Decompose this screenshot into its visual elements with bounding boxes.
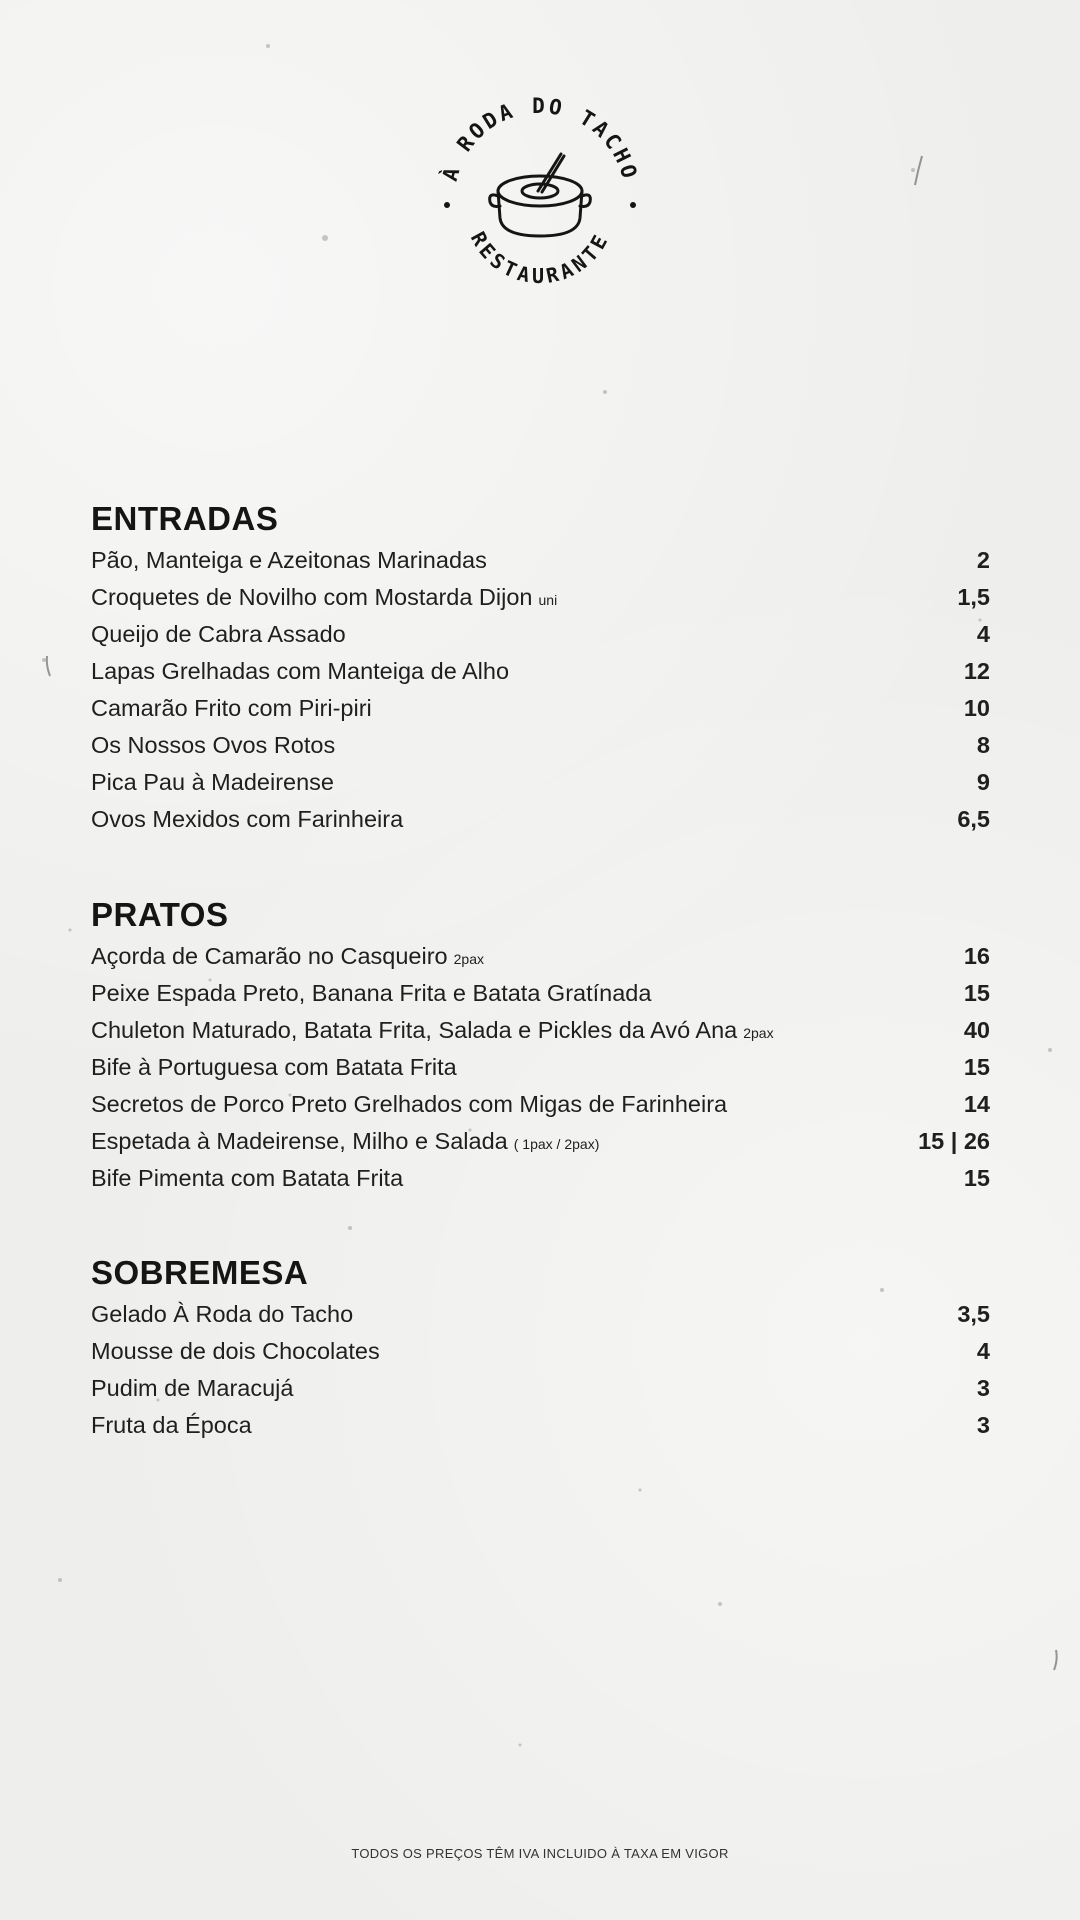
menu-item <box>91 1091 990 1128</box>
menu-item-price: 3 <box>976 1375 990 1401</box>
menu-item-name: Pica Pau à Madeirense <box>91 769 334 795</box>
menu-item-price: 9 <box>976 769 990 795</box>
menu-item-name-wrap <box>91 769 334 796</box>
menu-item-name-wrap <box>91 1375 293 1402</box>
menu-item <box>91 769 990 806</box>
menu-item <box>91 695 990 732</box>
menu-item-name: Mousse de dois Chocolates <box>91 1338 380 1364</box>
menu-item-price: 15 | 26 <box>918 1128 990 1154</box>
menu-item-name-wrap <box>91 695 372 722</box>
menu-item-price: 16 <box>963 943 990 969</box>
menu-item <box>91 806 990 843</box>
menu-item-price: 14 <box>963 1091 990 1117</box>
section-title: PRATOS <box>91 896 229 933</box>
menu-item <box>91 1338 990 1375</box>
menu-item-name: Açorda de Camarão no Casqueiro <box>91 943 448 969</box>
menu-item-price: 8 <box>976 732 990 758</box>
menu-item-name: Pão, Manteiga e Azeitonas Marinadas <box>91 547 487 573</box>
menu-item-name-wrap <box>91 584 557 611</box>
menu-item-name-wrap <box>91 732 335 759</box>
menu-item <box>91 1017 990 1054</box>
menu-item-name: Lapas Grelhadas com Manteiga de Alho <box>91 658 510 684</box>
logo-top-text: À RODA DO TACHO <box>437 94 643 184</box>
menu-item <box>91 1128 990 1165</box>
menu-item <box>91 584 990 621</box>
logo-bottom-text: RESTAURANTE <box>465 227 615 288</box>
menu-item-price: 2 <box>976 547 990 573</box>
menu-item <box>91 547 990 584</box>
menu-item-price: 12 <box>963 658 990 684</box>
menu-item-name: Gelado À Roda do Tacho <box>91 1301 354 1327</box>
menu-item-name: Pudim de Maracujá <box>91 1375 294 1401</box>
menu-item <box>91 1412 990 1449</box>
menu-item-name: Ovos Mexidos com Farinheira <box>91 806 404 832</box>
menu-item-price: 15 <box>963 980 990 1006</box>
menu-item <box>91 1165 990 1202</box>
svg-text:À RODA DO TACHO <box>437 94 642 184</box>
menu-item-name-wrap <box>91 547 487 574</box>
menu-item <box>91 732 990 769</box>
menu-item-name: Bife Pimenta com Batata Frita <box>91 1165 404 1191</box>
menu-item-name-wrap <box>91 1338 380 1365</box>
menu-item-price: 3,5 <box>957 1301 990 1327</box>
menu-item-name-wrap <box>91 980 651 1007</box>
menu-item <box>91 1375 990 1412</box>
menu-item <box>91 658 990 695</box>
menu-item-note: ( 1pax / 2pax) <box>513 1136 600 1152</box>
menu-item-price: 4 <box>976 1338 990 1364</box>
menu-item-note: 2pax <box>453 951 484 967</box>
menu-item-price: 3 <box>976 1412 990 1438</box>
menu-item-price: 4 <box>976 621 990 647</box>
restaurant-logo <box>430 88 650 308</box>
menu-item-name: Camarão Frito com Piri-piri <box>91 695 372 721</box>
menu-item-name: Peixe Espada Preto, Banana Frita e Batata Gratínada <box>91 980 652 1006</box>
menu-item <box>91 1301 990 1338</box>
menu-item-name-wrap <box>91 1412 252 1439</box>
menu-item-name-wrap <box>91 1017 774 1044</box>
section-title: SOBREMESA <box>91 1254 309 1291</box>
menu-item-price: 15 <box>963 1054 990 1080</box>
menu-item-name-wrap <box>91 1301 353 1328</box>
menu-item-name-wrap <box>91 1128 599 1155</box>
menu-item <box>91 621 990 658</box>
menu-item-name-wrap <box>91 658 509 685</box>
menu-item-name-wrap <box>91 1091 727 1118</box>
menu-item-name-wrap <box>91 621 346 648</box>
menu-item <box>91 980 990 1017</box>
menu-item-name: Queijo de Cabra Assado <box>91 621 346 647</box>
menu-item-name-wrap <box>91 943 484 970</box>
menu-item-name: Espetada à Madeirense, Milho e Salada <box>91 1128 508 1154</box>
menu-item-price: 40 <box>963 1017 990 1043</box>
cooking-pot-icon <box>490 154 591 236</box>
menu-item-price: 10 <box>963 695 990 721</box>
menu-item-name: Chuleton Maturado, Batata Frita, Salada e Pickles da Avó Ana <box>91 1017 738 1043</box>
footer-vat-note: TODOS OS PREÇOS TÊM IVA INCLUIDO À TAXA EM VIGOR <box>351 1846 729 1861</box>
menu-item-name-wrap <box>91 1054 457 1081</box>
section-title: ENTRADAS <box>91 500 279 537</box>
menu-item-note: uni <box>538 592 558 608</box>
menu-item <box>91 1054 990 1091</box>
menu-item-name: Croquetes de Novilho com Mostarda Dijon <box>91 584 533 610</box>
menu-item-name-wrap <box>91 806 403 833</box>
menu-item-note: 2pax <box>743 1025 774 1041</box>
menu-item-price: 1,5 <box>957 584 990 610</box>
menu-item-name: Bife à Portuguesa com Batata Frita <box>91 1054 457 1080</box>
menu-item <box>91 943 990 980</box>
menu-item-name: Os Nossos Ovos Rotos <box>91 732 336 758</box>
menu-item-price: 15 <box>963 1165 990 1191</box>
menu-item-price: 6,5 <box>957 806 990 832</box>
menu-item-name: Fruta da Época <box>91 1412 252 1438</box>
menu-item-name-wrap <box>91 1165 403 1192</box>
menu-item-name: Secretos de Porco Preto Grelhados com Migas de Farinheira <box>91 1091 728 1117</box>
